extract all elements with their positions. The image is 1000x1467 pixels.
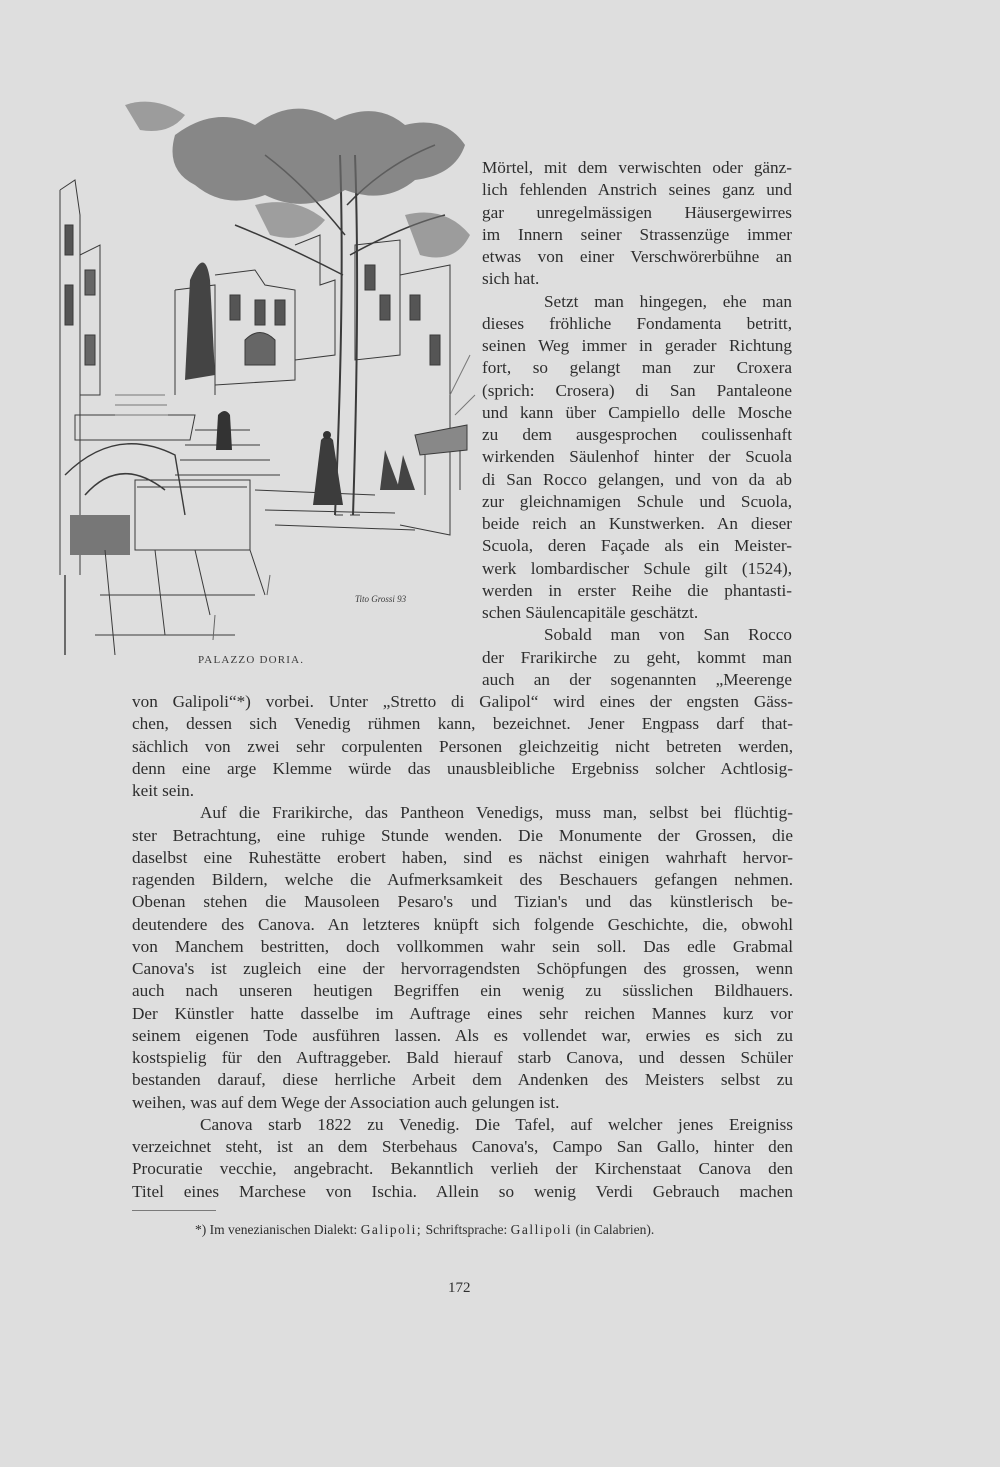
text-line: werk lombardischer Schule gilt (1524), [482,558,792,578]
text-line: Titel eines Marchese von Ischia. Allein so wenig Verdi Gebrauch machen [132,1181,793,1201]
text-line: im Innern seiner Strassenzüge immer [482,224,792,244]
text-line: weihen, was auf dem Wege der Association auch gelungen ist. [132,1092,560,1112]
text-line: beide reich an Kunstwerken. An dieser [482,514,792,533]
text-line: Procuratie vecchie, angebracht. Bekanntlich verlieh der Kirchenstaat Canova den [132,1159,793,1179]
text-line: verzeichnet steht, ist an dem Sterbehaus Canova's, Campo San Gallo, hinter den [132,1137,793,1156]
text-line: sich hat. [482,269,540,289]
palazzo-doria-illustration [55,95,480,655]
text-line: Auf die Frarikirche, das Pantheon Venedigs, muss man, selbst bei flüchtig- [200,803,793,823]
page-number: 172 [448,1280,471,1296]
footnote-middle: Schriftsprache: [422,1222,511,1237]
text-line: daselbst eine Ruhestätte erobert haben, sind es nächst einigen wahrhaft hervor- [132,847,793,867]
text-line: von Manchem bestritten, doch vollkommen wahr sein soll. Das edle Grabmal [132,936,793,956]
engraving-image [55,95,480,655]
illustration-signature: Tito Grossi 93 [355,594,407,604]
text-line: seinen Weg immer in gerader Richtung [482,336,792,355]
text-line: sächlich von zwei sehr corpulenten Personen gleichzeitig nicht betreten werden, [132,736,793,756]
text-line: der Frarikirche zu geht, kommt man [482,647,792,667]
text-line: seinem eigenen Tode ausführen lassen. Als es vollendet war, erwies es sich zu [132,1025,793,1045]
footnote-divider [132,1210,216,1211]
text-line: von Galipoli“*) vorbei. Unter „Stretto di Galipol“ wird eines der engsten Gäss- [132,692,793,711]
text-line: Sobald man von San Rocco [544,625,792,645]
text-line: Mörtel, mit dem verwischten oder gänz- [482,158,792,177]
text-line: wirkenden Säulenhof hinter der Scuola [482,447,792,467]
text-line: Der Künstler hatte dasselbe im Auftrage eines sehr reichen Mannes kurz vor [132,1003,793,1023]
text-line: zur gleichnamigen Schule und Scuola, [482,491,792,511]
text-line: schen Säulencapitäle geschätzt. [482,603,699,622]
text-line: (sprich: Crosera) di San Pantaleone [482,380,792,400]
footnote-suffix: (in Calabrien). [572,1222,655,1237]
text-line: auch nach unseren heutigen Begriffen ein wenig zu süsslichen Bildhauers. [132,981,793,1001]
text-line: denn eine arge Klemme würde das unausbleibliche Ergebniss solcher Achtlosig- [132,758,793,778]
footnote-dialect-word: Galipoli; [360,1222,423,1237]
text-line: ster Betrachtung, eine ruhige Stunde wenden. Die Monumente der Grossen, die [132,825,793,845]
text-line: Scuola, deren Façade als ein Meister- [482,536,792,556]
text-line: bestanden darauf, diese herrliche Arbeit dem Andenken des Meisters selbst zu [132,1070,793,1090]
text-line: Canova's ist zugleich eine der hervorragendsten Schöpfungen des grossen, wenn [132,959,793,978]
text-line: di San Rocco gelangen, und von da ab [482,469,792,489]
footnote-standard-word: Gallipoli [510,1222,573,1237]
text-line: Obenan stehen die Mausoleen Pesaro's und Tizian's und das künstlerisch be- [132,892,793,912]
text-line: gar unregelmässigen Häusergewirres [482,202,792,222]
image-caption: PALAZZO DORIA. [198,654,305,666]
text-line: Setzt man hingegen, ehe man [544,291,792,311]
text-line: etwas von einer Verschwörerbühne an [482,247,792,266]
text-line: keit sein. [132,781,195,800]
text-line: Canova starb 1822 zu Venedig. Die Tafel, auf welcher jenes Ereigniss [200,1114,793,1134]
text-line: und kann über Campiello delle Mosche [482,402,792,422]
text-line: auch an der sogenannten „Meerenge [482,669,792,689]
text-line: lich fehlenden Anstrich seines ganz und [482,180,792,200]
text-line: werden in erster Reihe die phantasti- [482,580,792,600]
footnote-prefix: *) Im venezianischen Dialekt: [195,1222,361,1237]
text-line: kostspielig für den Auftraggeber. Bald hierauf starb Canova, und dessen Schüler [132,1048,793,1067]
text-line: fort, so gelangt man zur Croxera [482,358,792,378]
footnote [195,1222,654,1238]
text-line: deutendere des Canova. An letzteres knüpft sich folgende Geschichte, die, obwohl [132,914,793,934]
text-line: chen, dessen sich Venedig rühmen kann, bezeichnet. Jener Engpass darf that- [132,714,793,734]
text-line: ragenden Bildern, welche die Aufmerksamkeit des Beschauers gefangen nehmen. [132,870,793,889]
text-line: dieses fröhliche Fondamenta betritt, [482,313,792,333]
text-line: zu dem ausgesprochen coulissenhaft [482,425,792,444]
